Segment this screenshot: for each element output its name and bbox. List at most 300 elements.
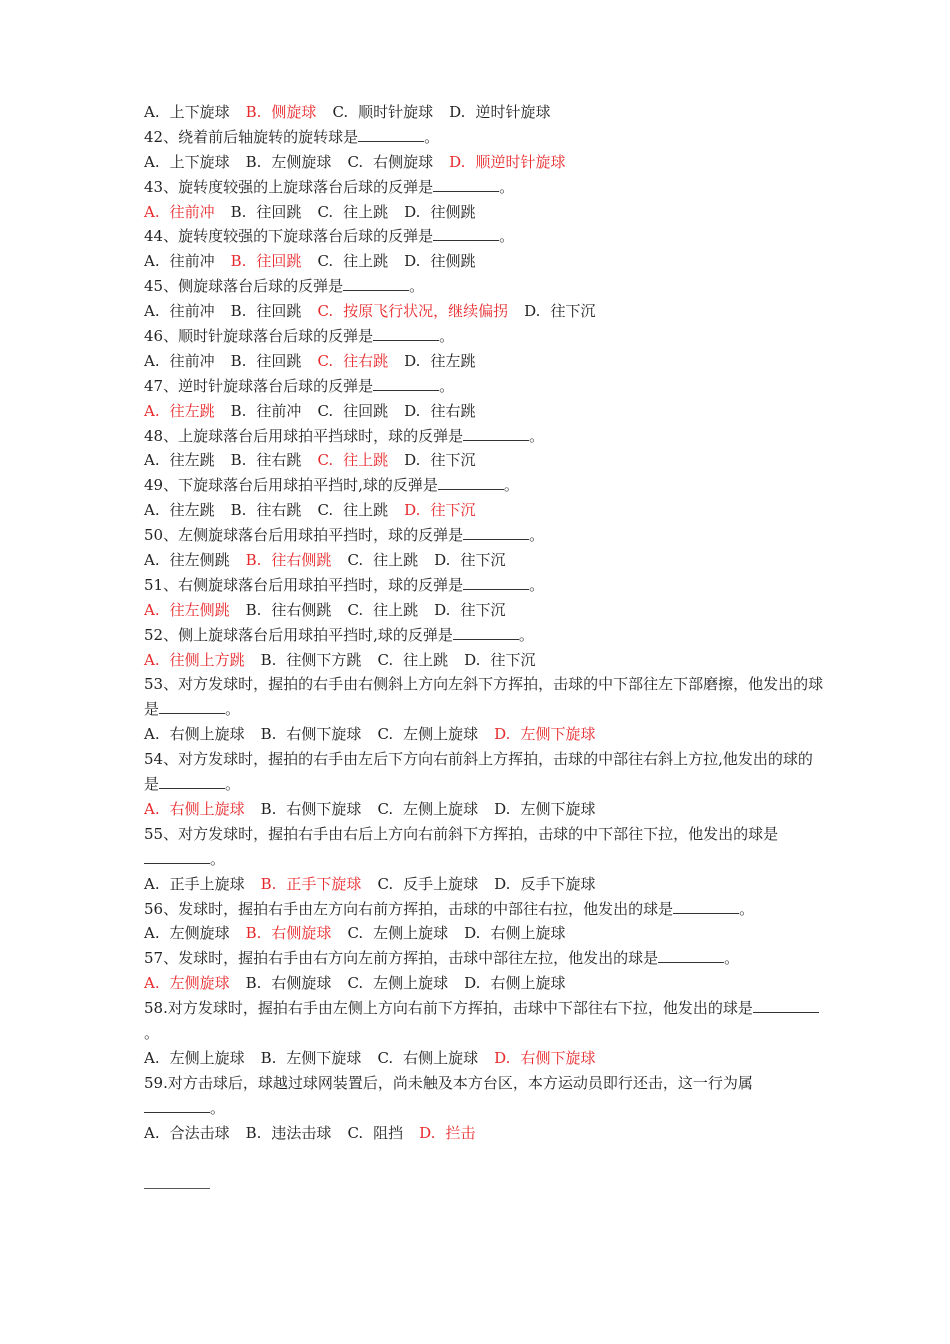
option-correct (144, 648, 245, 673)
option (404, 200, 475, 225)
option (317, 399, 388, 424)
option (377, 648, 448, 673)
option-text: 左侧上旋球 (403, 800, 479, 818)
option (231, 200, 302, 225)
option-correct (317, 299, 508, 324)
question-stem: 51、右侧旋球落台后用球拍平挡时，球的反弹是 (144, 575, 464, 594)
option-text: 往下沉 (430, 501, 476, 520)
option (347, 921, 448, 946)
option (404, 249, 475, 274)
option-text: 左侧旋球 (169, 924, 230, 943)
answer-blank (463, 525, 529, 540)
question-stem: 52、侧上旋球落台后用球拍平挡时,球的反弹是 (144, 625, 453, 644)
answer-blank (159, 774, 225, 789)
option-text: 往右跳 (256, 501, 302, 520)
question-stem: 48、上旋球落台后用球拍平挡球时，球的反弹是 (144, 426, 464, 445)
option-letter: A. (144, 600, 160, 619)
option-text: 右侧上旋球 (169, 725, 245, 744)
option-text: 往下沉 (460, 551, 506, 570)
option (317, 498, 388, 523)
option-letter: B. (245, 924, 262, 943)
option-text: 左侧旋球 (271, 152, 332, 171)
option (347, 548, 418, 573)
option-letter: A. (144, 551, 160, 570)
question-end: 。 (424, 127, 440, 146)
option-text: 右侧上旋球 (169, 800, 245, 818)
option-text: 右侧下旋球 (520, 1048, 596, 1067)
question-text (144, 125, 824, 150)
question-text (144, 224, 824, 249)
question-text (144, 424, 824, 449)
option (246, 971, 332, 996)
option-letter: B. (230, 401, 247, 420)
option (347, 971, 448, 996)
option-letter: A. (144, 351, 160, 370)
question-end: 。 (529, 575, 545, 594)
option-text: 往侧跳 (430, 202, 476, 221)
question-end: 。 (518, 625, 534, 644)
option (404, 349, 475, 374)
option-text: 左侧上旋球 (403, 725, 479, 744)
answer-blank (438, 475, 504, 490)
option-text: 往左侧跳 (169, 600, 230, 619)
answer-blank (433, 177, 499, 192)
option-text: 右侧上旋球 (403, 1048, 479, 1067)
option-letter: C. (347, 1123, 364, 1142)
option-text: 反手上旋球 (403, 874, 479, 893)
question-end: 。 (724, 949, 740, 968)
question-stem: 54、对方发球时，握拍的右手由左后下方向右前斜上方挥拍，击球的中部往右斜上方拉,他发出的球的是 (144, 750, 813, 794)
option-text: 往左跳 (169, 451, 215, 470)
option-correct (144, 399, 215, 424)
options-row (144, 1121, 824, 1146)
answer-blank (433, 226, 499, 241)
option (449, 100, 550, 125)
option-letter: C. (377, 874, 394, 893)
option-text: 左侧上旋球 (373, 974, 449, 993)
option-text: 往前冲 (169, 252, 215, 271)
option-correct (317, 349, 388, 374)
option (261, 722, 362, 747)
option-letter: A. (144, 302, 160, 321)
option-text: 往上跳 (343, 202, 389, 221)
option-letter: C. (347, 551, 364, 570)
question-text (144, 822, 824, 872)
question-stem: 56、发球时，握拍右手由左方向右前方挥拍，击球的中部往右拉，他发出的球是 (144, 899, 674, 918)
option (144, 722, 245, 747)
option-letter: D. (404, 451, 421, 470)
option-letter: C. (377, 1048, 394, 1067)
option-correct (317, 448, 388, 473)
option (377, 872, 478, 897)
option (347, 598, 418, 623)
option-text: 往回跳 (343, 401, 389, 420)
option-text: 上下旋球 (169, 152, 230, 171)
option-text: 正手上旋球 (169, 874, 245, 893)
question-stem: 47、逆时针旋球落台后球的反弹是 (144, 376, 374, 395)
options-row (144, 971, 824, 996)
option-letter: C. (347, 152, 364, 171)
option-text: 右侧下旋球 (286, 725, 362, 744)
option-correct (144, 971, 230, 996)
option-text: 往前冲 (169, 302, 215, 321)
option-letter: C. (377, 725, 394, 744)
option-letter: B. (260, 725, 277, 744)
option-text: 右侧上旋球 (490, 924, 566, 943)
question-text (144, 672, 824, 722)
option-text: 左侧下旋球 (520, 800, 596, 818)
option (144, 150, 230, 175)
option-letter: A. (144, 924, 160, 943)
options-row (144, 299, 824, 324)
question-stem: 50、左侧旋球落台后用球拍平挡时，球的反弹是 (144, 526, 464, 545)
options-row (144, 399, 824, 424)
option-text: 往上跳 (403, 650, 449, 669)
option-text: 往右跳 (256, 451, 302, 470)
option-text: 往前冲 (169, 351, 215, 370)
option (261, 648, 362, 673)
option-text: 往左跳 (430, 351, 476, 370)
option-letter: D. (464, 650, 481, 669)
question-text (144, 324, 824, 349)
option-text: 侧旋球 (271, 103, 317, 121)
option (144, 872, 245, 897)
option-letter: B. (245, 974, 262, 993)
option-correct (231, 249, 302, 274)
question-stem: 57、发球时，握拍右手由右方向左前方挥拍，击球中部往左拉，他发出的球是 (144, 949, 659, 968)
option-text: 上下旋球 (169, 103, 230, 121)
option (261, 1046, 362, 1071)
options-row (144, 498, 824, 523)
option-letter: D. (494, 1048, 511, 1067)
option (464, 921, 565, 946)
option (246, 598, 332, 623)
option-text: 往上跳 (343, 252, 389, 271)
answer-blank (343, 276, 409, 291)
option-letter: B. (230, 351, 247, 370)
option (494, 872, 595, 897)
answer-blank (144, 1098, 210, 1113)
option-letter: A. (144, 650, 160, 669)
option (332, 100, 433, 125)
option-letter: C. (317, 202, 334, 221)
options-row (144, 100, 824, 125)
option-letter: B. (230, 202, 247, 221)
option-text: 右侧上旋球 (490, 974, 566, 993)
option (317, 249, 388, 274)
option-text: 往上跳 (373, 551, 419, 570)
question-text (144, 274, 824, 299)
option-text: 往侧上方跳 (169, 650, 245, 669)
option-letter: D. (464, 924, 481, 943)
option-letter: D. (434, 600, 451, 619)
answer-blank (144, 849, 210, 864)
option-letter: A. (144, 501, 160, 520)
option-letter: C. (347, 924, 364, 943)
question-text (144, 1071, 824, 1121)
option-text: 按原飞行状况，继续偏拐 (343, 302, 509, 321)
option-text: 往下沉 (460, 600, 506, 619)
option (231, 399, 302, 424)
question-end: 。 (439, 376, 455, 395)
option (377, 722, 478, 747)
option-letter: B. (230, 501, 247, 520)
question-text (144, 996, 824, 1046)
question-end: 。 (439, 327, 455, 346)
option-correct (144, 598, 230, 623)
option-text: 往下沉 (490, 650, 536, 669)
question-stem: 43、旋转度较强的上旋球落台后球的反弹是 (144, 177, 434, 196)
option (144, 349, 215, 374)
option-text: 往左跳 (169, 501, 215, 520)
option-letter: D. (524, 302, 541, 321)
option-correct (144, 797, 245, 822)
option-letter: B. (245, 103, 262, 121)
answer-blank (463, 575, 529, 590)
option-letter: A. (144, 725, 160, 744)
option-text: 正手下旋球 (286, 874, 362, 893)
option-letter: B. (230, 302, 247, 321)
answer-blank (463, 426, 529, 441)
question-text (144, 374, 824, 399)
option-text: 往侧跳 (430, 252, 476, 271)
option-text: 合法击球 (169, 1123, 230, 1142)
option (404, 448, 475, 473)
option-letter: B. (245, 551, 262, 570)
answer-blank (358, 127, 424, 142)
option-letter: C. (377, 800, 394, 818)
question-text (144, 897, 824, 922)
question-end: 。 (409, 277, 425, 296)
options-row (144, 722, 824, 747)
option-letter: D. (404, 202, 421, 221)
option-text: 往上跳 (343, 451, 389, 470)
question-stem: 58.对方发球时，握拍右手由左侧上方向右前下方挥拍，击球中下部往右下拉，他发出的球是 (144, 999, 753, 1018)
question-end: 。 (739, 899, 755, 918)
option-text: 往回跳 (256, 252, 302, 271)
option-letter: D. (419, 1123, 436, 1142)
option-text: 右侧下旋球 (286, 800, 362, 818)
option-letter: A. (144, 874, 160, 893)
option-letter: D. (494, 725, 511, 744)
option (231, 498, 302, 523)
option-text: 左侧旋球 (169, 974, 230, 993)
question-end: 。 (499, 177, 515, 196)
option (144, 548, 230, 573)
question-text (144, 623, 824, 648)
option (464, 648, 535, 673)
question-end: 。 (529, 426, 545, 445)
footer-rule (144, 1188, 210, 1189)
option-text: 往前冲 (169, 202, 215, 221)
option (144, 299, 215, 324)
answer-blank (753, 998, 819, 1013)
option-correct (246, 100, 317, 125)
option (434, 598, 505, 623)
options-row (144, 921, 824, 946)
option-correct (246, 921, 332, 946)
option-text: 左侧下旋球 (286, 1048, 362, 1067)
option-letter: B. (260, 874, 277, 893)
option-letter: B. (230, 252, 247, 271)
option-letter: B. (260, 650, 277, 669)
option (144, 100, 230, 125)
option (144, 1121, 230, 1146)
option-correct (246, 548, 332, 573)
option-correct (144, 200, 215, 225)
option-letter: D. (404, 401, 421, 420)
question-text (144, 523, 824, 548)
options-row (144, 349, 824, 374)
option-text: 往下沉 (550, 302, 596, 321)
option-text: 往右侧跳 (271, 600, 332, 619)
option (231, 299, 302, 324)
option-correct (261, 872, 362, 897)
option (494, 797, 595, 822)
option-letter: A. (144, 800, 160, 818)
option (377, 1046, 478, 1071)
option (404, 399, 475, 424)
options-row (144, 249, 824, 274)
option-text: 右侧旋球 (271, 924, 332, 943)
option-text: 左侧上旋球 (373, 924, 449, 943)
option (347, 1121, 403, 1146)
option-letter: A. (144, 974, 160, 993)
option-letter: A. (144, 1123, 160, 1142)
question-end: 。 (210, 849, 226, 868)
option-letter: D. (449, 152, 466, 171)
option (434, 548, 505, 573)
question-stem: 53、对方发球时，握拍的右手由右侧斜上方向左斜下方挥拍，击球的中下部往左下部磨擦，他发出的球是 (144, 675, 824, 719)
option-letter: A. (144, 401, 160, 420)
option-letter: A. (144, 252, 160, 271)
option-text: 往右侧跳 (271, 551, 332, 570)
option (377, 797, 478, 822)
question-end: 。 (529, 526, 545, 545)
answer-blank (658, 948, 724, 963)
option-text: 往侧下方跳 (286, 650, 362, 669)
option-letter: C. (317, 351, 334, 370)
options-row (144, 1046, 824, 1071)
answer-blank (159, 699, 225, 714)
option-text: 往前冲 (256, 401, 302, 420)
option-letter: B. (230, 451, 247, 470)
option (144, 1046, 245, 1071)
option (144, 498, 215, 523)
option-letter: D. (434, 551, 451, 570)
option-text: 右侧旋球 (373, 152, 434, 171)
option-letter: D. (404, 351, 421, 370)
option-text: 顺逆时针旋球 (475, 152, 566, 171)
answer-blank (373, 376, 439, 391)
option (246, 1121, 332, 1146)
option (246, 150, 332, 175)
option-text: 往右跳 (343, 351, 389, 370)
option-letter: D. (449, 103, 466, 121)
question-end: 。 (210, 1098, 226, 1117)
options-row (144, 200, 824, 225)
option (144, 921, 230, 946)
question-text (144, 573, 824, 598)
options-row (144, 548, 824, 573)
option-text: 往回跳 (256, 202, 302, 221)
option-text: 往上跳 (373, 600, 419, 619)
answer-blank (453, 625, 519, 640)
option-letter: A. (144, 202, 160, 221)
option-text: 左侧下旋球 (520, 725, 596, 744)
option-letter: B. (260, 800, 277, 818)
option-letter: A. (144, 451, 160, 470)
option (144, 448, 215, 473)
options-row (144, 448, 824, 473)
option-text: 左侧上旋球 (169, 1048, 245, 1067)
option-correct (449, 150, 565, 175)
option-text: 往右跳 (430, 401, 476, 420)
option-letter: B. (260, 1048, 277, 1067)
option-text: 拦击 (445, 1123, 476, 1142)
option-letter: C. (377, 650, 394, 669)
option-letter: A. (144, 1048, 160, 1067)
option (464, 971, 565, 996)
option (317, 200, 388, 225)
option-text: 阻挡 (373, 1123, 404, 1142)
option-letter: C. (347, 974, 364, 993)
option-correct (494, 722, 595, 747)
option-letter: D. (404, 252, 421, 271)
option-letter: B. (245, 600, 262, 619)
option-letter: C. (347, 600, 364, 619)
option-correct (494, 1046, 595, 1071)
option-letter: D. (404, 501, 421, 520)
option-text: 顺时针旋球 (358, 103, 434, 121)
question-text (144, 946, 824, 971)
options-row (144, 150, 824, 175)
question-stem: 45、侧旋球落台后球的反弹是 (144, 277, 344, 296)
question-stem: 49、下旋球落台后用球拍平挡时,球的反弹是 (144, 476, 438, 495)
option-text: 往上跳 (343, 501, 389, 520)
question-stem: 46、顺时针旋球落台后球的反弹是 (144, 327, 374, 346)
option-letter: C. (332, 103, 349, 121)
option-letter: D. (494, 874, 511, 893)
option (261, 797, 362, 822)
options-row (144, 872, 824, 897)
question-end: 。 (144, 1024, 160, 1043)
option-letter: C. (317, 302, 334, 321)
answer-blank (673, 899, 739, 914)
question-end: 。 (499, 227, 515, 246)
option-text: 右侧旋球 (271, 974, 332, 993)
option-letter: C. (317, 401, 334, 420)
option-text: 往回跳 (256, 302, 302, 321)
option-text: 往左侧跳 (169, 551, 230, 570)
option-text: 反手下旋球 (520, 874, 596, 893)
option (144, 249, 215, 274)
options-row (144, 648, 824, 673)
option-letter: C. (317, 501, 334, 520)
question-stem: 59.对方击球后，球越过球网装置后，尚未触及本方台区，本方运动员即行还击，这一行为属 (144, 1073, 753, 1092)
option-text: 往回跳 (256, 351, 302, 370)
option-letter: C. (317, 252, 334, 271)
option (347, 150, 433, 175)
option-letter: B. (245, 1123, 262, 1142)
option-letter: D. (494, 800, 511, 818)
question-end: 。 (225, 775, 241, 794)
question-stem: 55、对方发球时，握拍右手由右后上方向右前斜下方挥拍，击球的中下部往下拉，他发出的球是 (144, 824, 779, 843)
question-text (144, 175, 824, 200)
option-letter: B. (245, 152, 262, 171)
question-end: 。 (503, 476, 519, 495)
option (231, 448, 302, 473)
